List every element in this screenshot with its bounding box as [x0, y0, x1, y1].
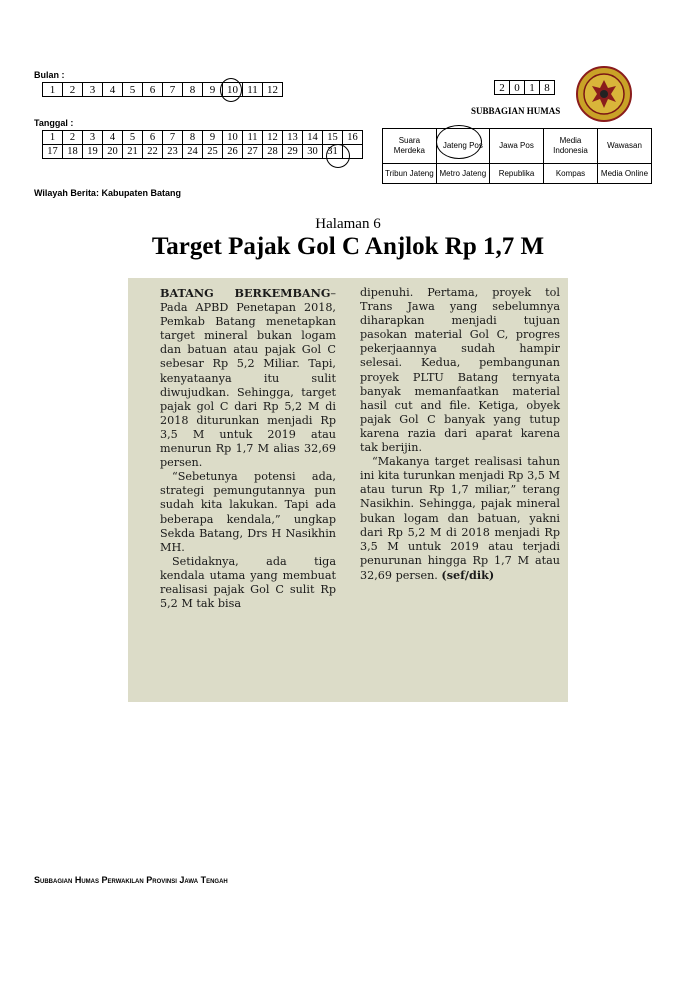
tanggal-cell: 16 — [343, 131, 363, 145]
tanggal-selected-circle — [326, 144, 350, 168]
bulan-cell: 10 — [223, 83, 243, 97]
tanggal-cell: 29 — [283, 145, 303, 159]
media-cell: Wawasan — [597, 129, 651, 164]
article-column-2 — [360, 286, 560, 583]
year-digit-cell: 1 — [525, 81, 540, 95]
tanggal-cell: 1 — [43, 131, 63, 145]
subbagian-humas: SUBBAGIAN HUMAS — [471, 106, 561, 116]
media-table — [382, 128, 652, 184]
news-clipping — [128, 278, 568, 702]
article-paragraph: dipenuhi. Pertama, proyek tol Trans Jawa yang sebelumnya diharapkan menjadi tujuan pasokan material Gol C, progres pekerjaannya sudah hampir selesai. Kedua, pembangunan proyek PLTU Batang ternyata banyak memanfaatkan material hasil cut and file. Ketiga, obyek pajak Gol C banyak yang tutup karena razia dari aparat karena tak berijin. — [360, 286, 560, 455]
bulan-selected-circle — [220, 78, 242, 102]
article-paragraph: “Sebetunya potensi ada, strategi pemungutannya pun sudah kita lakukan. Tapi ada beberapa kendala,” ungkap Sekda Batang, Drs H Nasikhin MH. — [160, 470, 336, 554]
article-column-1 — [160, 286, 336, 611]
media-cell: Jateng Pos — [436, 129, 489, 164]
year-digit-cell: 8 — [540, 81, 555, 95]
bulan-cell: 7 — [163, 83, 183, 97]
media-cell: Tribun Jateng — [383, 164, 437, 184]
year-digit-cell: 0 — [510, 81, 525, 95]
footer-text: Subbagian Humas Perwakilan Provinsi Jawa Tengah — [34, 875, 228, 885]
tanggal-cell: 15 — [323, 131, 343, 145]
article-paragraph: Setidaknya, ada tiga kendala utama yang membuat realisasi pajak Gol C sulit Rp 5,2 M tak bisa — [160, 554, 336, 611]
tanggal-cell: 19 — [83, 145, 103, 159]
tanggal-label: Tanggal : — [34, 118, 74, 128]
year-box — [494, 80, 555, 95]
garuda-emblem-icon — [576, 66, 632, 122]
bulan-cell: 5 — [123, 83, 143, 97]
tanggal-cell: 24 — [183, 145, 203, 159]
tanggal-cell: 20 — [103, 145, 123, 159]
media-cell: Metro Jateng — [436, 164, 489, 184]
tanggal-cell: 26 — [223, 145, 243, 159]
tanggal-cell: 22 — [143, 145, 163, 159]
tanggal-cell: 10 — [223, 131, 243, 145]
article-paragraph: “Makanya target realisasi tahun ini kita turunkan menjadi Rp 3,5 M atau turun Rp 1,7 miliar,” terang Nasikhin. Sehingga, pajak mineral bukan logam dan batuan, yakni dari Rp 5,2 M di 2018 menjadi Rp 3,5 M untuk 2019 atau terjadi penurunan hingga Rp 1,7 M atau 32,69 persen. — [360, 455, 560, 582]
tanggal-cell: 27 — [243, 145, 263, 159]
article-title: Target Pajak Gol C Anjlok Rp 1,7 M — [151, 233, 545, 260]
tanggal-cell: 12 — [263, 131, 283, 145]
article-signature: (sef/dik) — [441, 567, 495, 582]
media-selected-circle — [436, 125, 482, 159]
tanggal-cell: 4 — [103, 131, 123, 145]
media-cell: Jawa Pos — [489, 129, 543, 164]
bulan-cell: 9 — [203, 83, 223, 97]
bulan-grid — [42, 82, 283, 97]
tanggal-cell: 7 — [163, 131, 183, 145]
tanggal-cell: 13 — [283, 131, 303, 145]
media-cell: Media Indonesia — [544, 129, 598, 164]
media-cell: Kompas — [544, 164, 598, 184]
bulan-label: Bulan : — [34, 70, 65, 80]
tanggal-cell: 25 — [203, 145, 223, 159]
media-cell: Republika — [489, 164, 543, 184]
tanggal-cell: 2 — [63, 131, 83, 145]
tanggal-cell: 21 — [123, 145, 143, 159]
article-paragraph: –Pada APBD Penetapan 2018, Pemkab Batang menetapkan target mineral bukan logam dan batuan atau pajak Gol C sebesar Rp 5,2 Miliar. Tapi, kenyataanya itu sulit diwujudkan. Sehingga, target pajak gol C dari Rp 5,2 M di 2018 diturunkan menjadi Rp 3,5 M untuk 2019 atau menurun Rp 1,7 M alias 32,69 persen. — [160, 287, 336, 470]
tanggal-cell: 30 — [303, 145, 323, 159]
bulan-cell: 2 — [63, 83, 83, 97]
bulan-cell: 8 — [183, 83, 203, 97]
page-number: Halaman 6 — [315, 216, 381, 232]
tanggal-cell: 17 — [43, 145, 63, 159]
tanggal-cell: 5 — [123, 131, 143, 145]
tanggal-cell: 11 — [243, 131, 263, 145]
tanggal-cell: 28 — [263, 145, 283, 159]
tanggal-cell: 31 — [323, 145, 343, 159]
year-digit-cell: 2 — [495, 81, 510, 95]
bulan-cell: 11 — [243, 83, 263, 97]
media-cell: Media Online — [597, 164, 651, 184]
tanggal-cell: 6 — [143, 131, 163, 145]
tanggal-cell: 14 — [303, 131, 323, 145]
bulan-cell: 6 — [143, 83, 163, 97]
bulan-cell: 1 — [43, 83, 63, 97]
tanggal-cell: 9 — [203, 131, 223, 145]
bulan-cell: 12 — [263, 83, 283, 97]
tanggal-cell: 3 — [83, 131, 103, 145]
tanggal-cell: 8 — [183, 131, 203, 145]
tanggal-cell: 18 — [63, 145, 83, 159]
article-lead: BATANG BERKEMBANG — [160, 286, 331, 300]
bulan-cell: 4 — [103, 83, 123, 97]
wilayah-berita: Wilayah Berita: Kabupaten Batang — [34, 188, 181, 198]
tanggal-cell: 23 — [163, 145, 183, 159]
bulan-cell: 3 — [83, 83, 103, 97]
tanggal-grid — [42, 130, 363, 159]
media-cell: Suara Merdeka — [383, 129, 437, 164]
